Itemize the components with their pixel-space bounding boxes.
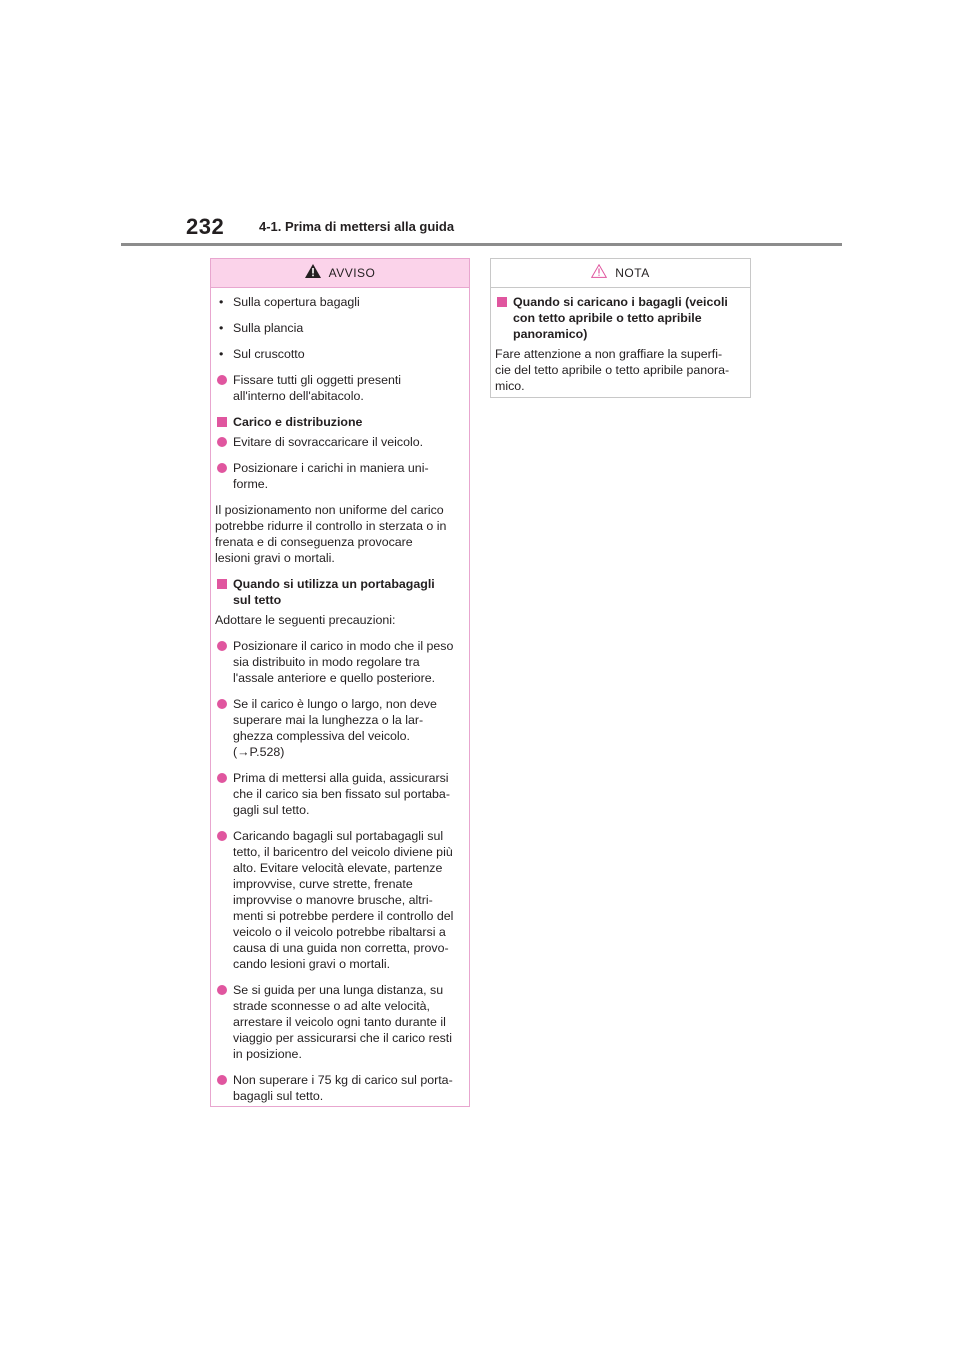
- note-title: NOTA: [615, 266, 650, 280]
- square-marker-icon: [497, 297, 507, 307]
- bullet-item: [215, 828, 461, 972]
- bullet-dot-icon: [217, 699, 227, 709]
- warning-header: [211, 259, 469, 288]
- item-text: Carico e distribuzione: [233, 415, 363, 429]
- item-text: Posizionare i carichi in maniera uni- forme.: [233, 461, 429, 491]
- subheading: [215, 414, 461, 430]
- item-text: Posizionare il carico in modo che il peso sia distribuito in modo regolare tra l'assale anteriore e quello posteriore.: [233, 639, 454, 685]
- item-text: Il posizionamento non uniforme del carico potrebbe ridurre il controllo in sterzata o in frenata e di conseguenza provocare lesioni gravi o mortali.: [215, 503, 447, 565]
- paragraph: [495, 346, 742, 394]
- bullet-dot-icon: [217, 641, 227, 651]
- warning-body: [211, 288, 469, 1104]
- item-text: Quando si utilizza un portabagagli sul tetto: [233, 577, 435, 607]
- paragraph: [215, 612, 461, 628]
- item-text: Se si guida per una lunga distanza, su strade sconnesse o ad alte velocità, arrestare il veicolo ogni tanto durante il viaggio per assicurarsi che il carico resti in posizione.: [233, 983, 452, 1061]
- square-marker-icon: [217, 417, 227, 427]
- bullet-item: [215, 638, 461, 686]
- bullet-item: [215, 372, 461, 404]
- note-header: [491, 259, 750, 288]
- bullet-item: [215, 460, 461, 492]
- note-box: [490, 258, 751, 398]
- subheading: [495, 294, 742, 342]
- list-item: [215, 320, 461, 336]
- bullet-dot-icon: [217, 831, 227, 841]
- item-text: Caricando bagagli sul portabagagli sul tetto, il baricentro del veicolo diviene più alto. Evitare velocità elevate, partenze improvvise, curve strette, frenate improvvise o manovre brusche, altri- menti si potrebbe perdere il controllo del veicolo o il veicolo potrebbe ribaltarsi a causa di una guida non corretta, provo- cando lesioni gravi o mortali.: [233, 829, 454, 971]
- bullet-dot-icon: [217, 437, 227, 447]
- paragraph: [215, 502, 461, 566]
- subheading: [215, 576, 461, 608]
- header-divider: [121, 243, 842, 246]
- square-marker-icon: [217, 579, 227, 589]
- bullet-dot-icon: [217, 773, 227, 783]
- section-title: 4-1. Prima di mettersi alla guida: [259, 219, 455, 234]
- bullet-dot-icon: [217, 463, 227, 473]
- item-text: Quando si caricano i bagagli (veicoli con tetto apribile o tetto apribile panoramico): [513, 295, 728, 341]
- item-text: Prima di mettersi alla guida, assicurarsi che il carico sia ben fissato sul portaba- gagli sul tetto.: [233, 771, 450, 817]
- note-body: [491, 288, 750, 394]
- bullet-dot-icon: [217, 985, 227, 995]
- caution-triangle-icon: [591, 264, 607, 282]
- bullet-item: [215, 434, 461, 450]
- item-text: Fare attenzione a non graffiare la superfi- cie del tetto apribile o tetto apribile panora- mico.: [495, 347, 730, 393]
- item-text: Evitare di sovraccaricare il veicolo.: [233, 435, 424, 449]
- warning-triangle-icon: [305, 264, 321, 282]
- item-text: Non superare i 75 kg di carico sul porta- bagagli sul tetto.: [233, 1073, 453, 1103]
- bullet-dot-icon: [217, 375, 227, 385]
- item-text: Se il carico è lungo o largo, non deve superare mai la lunghezza o la lar- ghezza complessiva del veicolo. (→P.528): [233, 697, 437, 759]
- item-text: Sulla plancia: [233, 321, 304, 335]
- bullet-dot-icon: [217, 1075, 227, 1085]
- item-text: Sulla copertura bagagli: [233, 295, 360, 309]
- bullet-item: [215, 696, 461, 760]
- item-text: Fissare tutti gli oggetti presenti all'interno dell'abitacolo.: [233, 373, 402, 403]
- warning-box: [210, 258, 470, 1107]
- warning-title: AVVISO: [328, 266, 376, 280]
- page-number: 232: [186, 214, 225, 239]
- bullet-item: [215, 982, 461, 1062]
- bullet-item: [215, 1072, 461, 1104]
- list-item: [215, 346, 461, 362]
- item-text: Adottare le seguenti precauzioni:: [215, 613, 396, 627]
- item-text: Sul cruscotto: [233, 347, 305, 361]
- bullet-item: [215, 770, 461, 818]
- list-item: [215, 294, 461, 310]
